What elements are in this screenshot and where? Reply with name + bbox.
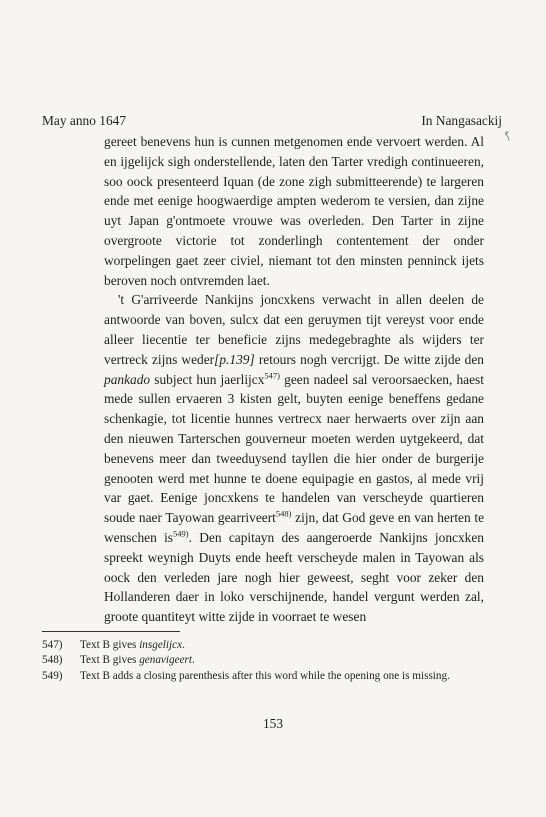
page-number: 153: [262, 716, 284, 731]
footnote-rule: [42, 631, 180, 632]
footnotes: [42, 638, 482, 684]
footnote-number: 548): [42, 654, 63, 667]
emphasis-word: pankado: [104, 371, 151, 387]
header-date: May anno 1647: [42, 113, 127, 128]
footnote-number: 547): [42, 639, 63, 651]
text-run: 't G'arriveerde Nankijns joncxkens verwacht in allen deelen de antwoorde van boven, sulcx dat een geruymen tijt vereyst voor ende alleer liecentie ter beneficie zijns medegebraghte als wijders ter vertreck zijns weder: [104, 292, 484, 367]
footnote: [42, 669, 482, 684]
footnote-ref: 547): [264, 370, 281, 381]
page-marker: [p.139]: [214, 351, 255, 367]
footnote-text: Text B gives: [80, 639, 140, 651]
text-run: retours nogh vercrijgt. De witte zijde den: [254, 351, 484, 367]
margin-mark: ꝭ: [503, 129, 512, 141]
footnote-text-end: .: [192, 654, 195, 667]
footnote-text-end: .: [182, 639, 185, 651]
footnote-variant: insgelijcx: [139, 639, 183, 651]
running-header: [42, 113, 502, 131]
main-text: [104, 132, 484, 627]
footnote-text: Text B gives: [80, 654, 140, 667]
text-run: zijn, dat God geve en van herten te wenschen is: [104, 510, 485, 545]
footnote-number: 549): [42, 669, 63, 682]
footnote-ref: 548): [275, 508, 292, 519]
footnote-variant: genavigeert: [139, 654, 192, 667]
footnote: [42, 638, 482, 653]
text-run: subject hun jaerlijcx: [150, 371, 265, 387]
footnote-ref: 549): [173, 528, 189, 539]
footnote-text: Text B adds a closing parenthesis after this word while the opening one is missing.: [80, 669, 450, 682]
header-place: In Nangasackij: [421, 113, 502, 128]
text-run: gereet benevens hun is cunnen metgenomen ende vervoert werden. Al en ijgelijck sigh onderstellende, laten den Tarter vredigh continueeren, soo oock presenteerd Iquan (de zone zigh submitteerende) te largeren ende met eenige hoogwaerdige ampten wederom te versien, dan zijne uyt Japan g'ontmoete vrouwe was overleden. Den Tarter in zijne overgroote victorie tot zonderlingh contentement der onder worpelingen gaet zeer civiel, niemant tot den minsten penninck ijets beroven noch ontvremden laet.: [104, 134, 484, 288]
footnote: [42, 653, 482, 668]
paragraph: [104, 290, 484, 627]
text-run: geen nadeel sal veroorsaecken, haest mede sullen ervaeren 3 kisten gelt, buyten eenige beneffens gedane schenkagie, tot licentie hunnes vertrecx naer herwaerts over zijn aan den nieuwen Tarterschen gouverneur moeten werden uytgekeerd, dat benevens meer dan tweeduysend tayllen die hier onder de burgerije genooten werd met hunne te doene equipagie en gastos, al mede vrij var gaet. Eenige joncxkens te handelen van verscheyde quartieren soude naer Tayowan gearriveert: [104, 371, 484, 526]
paragraph-continued: [104, 132, 484, 290]
text-run: . Den capitayn des aangeroerde Nankijns joncxken spreekt weynigh Duyts ende heeft verscheyde malen in Tayowan als oock den verleden jare nogh hier geweest, seght voor zeker den Hollanderen daer in loko verschijnende, handel vergunt werden zal, groote quantiteyt witte zijde in voorraet te wesen: [104, 529, 484, 625]
